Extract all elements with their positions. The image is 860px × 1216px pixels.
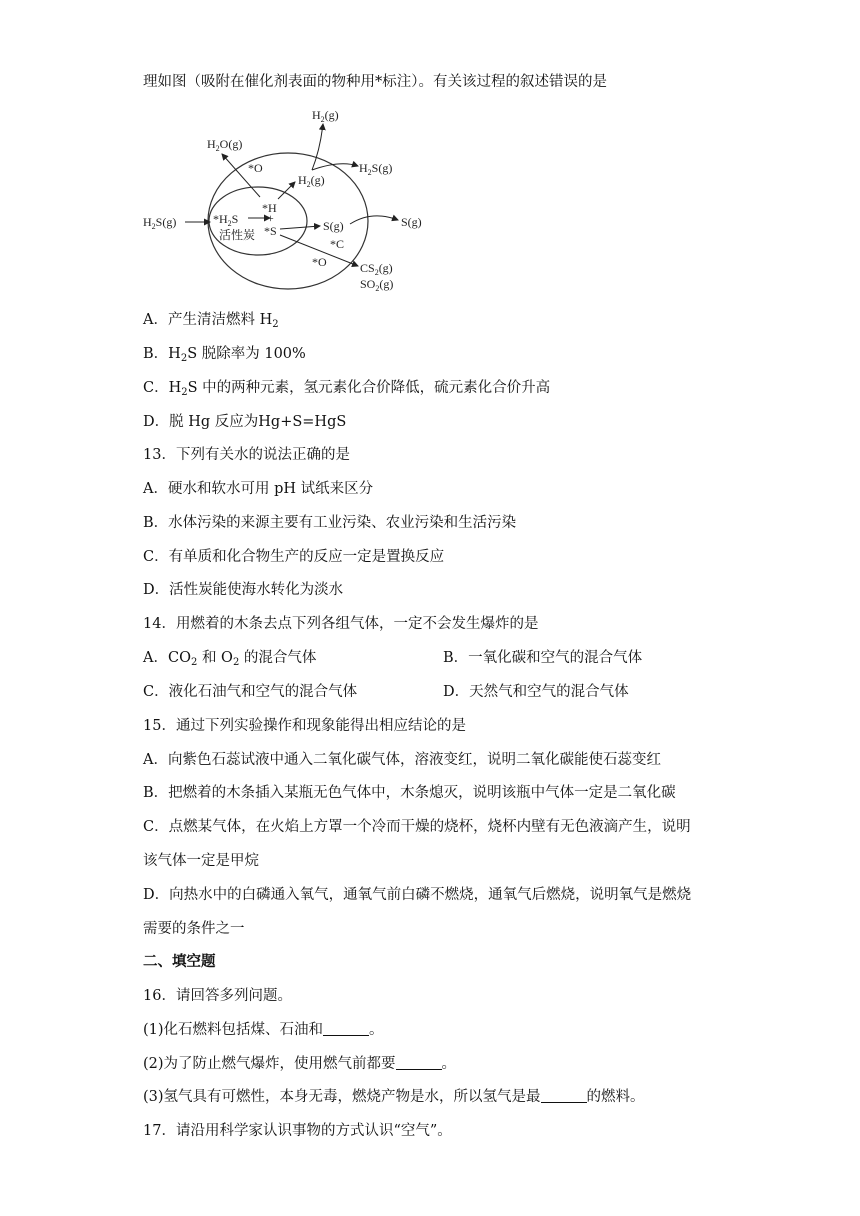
q15-option-c-line1: C．点燃某气体，在火焰上方罩一个冷而干燥的烧杯，烧杯内壁有无色液滴产生，说明: [143, 819, 691, 835]
answer-blank: [323, 1021, 369, 1036]
q15-option-d-line1: D．向热水中的白磷通入氧气，通氧气前白磷不燃烧，通氧气后燃烧，说明氧气是燃烧: [143, 887, 692, 903]
q14-option-b: B．一氧化碳和空气的混合气体: [443, 650, 643, 666]
section-heading: 二、填空题: [143, 953, 216, 970]
q15-option-c-line2: 该气体一定是甲烷: [143, 853, 259, 869]
activated-carbon-label: 活性炭: [219, 228, 256, 242]
h2s-out-label: $H_2S(g)$: [359, 161, 393, 177]
q13-option-a: A．硬水和软水可用 pH 试纸来区分: [143, 481, 374, 497]
so2-label: $SO_2(g)$: [360, 277, 394, 293]
q17-stem: 17．请沿用科学家认识事物的方式认识“空气”。: [143, 1123, 452, 1139]
h2o-label: $H_2O(g)$: [207, 137, 243, 153]
q16-part3: (3)氢气具有可燃性，本身无毒，燃烧产物是水，所以氢气是最 的燃料。: [143, 1089, 645, 1105]
q16-part2: (2)为了防止燃气爆炸，使用燃气前都要 。: [143, 1056, 457, 1072]
s-g-outer-label: S(g): [401, 215, 422, 229]
q14-option-d: D．天然气和空气的混合气体: [443, 684, 629, 700]
q16-part1: (1)化石燃料包括煤、石油和 。: [143, 1022, 384, 1038]
q14-option-a: A．$CO_2$ 和 $O_2$ 的混合气体: [143, 650, 317, 668]
q15-option-d-line2: 需要的条件之一: [143, 921, 245, 937]
h2s-in-label: $H_2S(g)$: [143, 215, 177, 231]
o-star-bottom-label: *O: [312, 255, 327, 269]
q15-stem: 15．通过下列实验操作和现象能得出相应结论的是: [143, 718, 466, 734]
q12-option-c: C．$H_2S$ 中的两种元素，氢元素化合价降低，硫元素化合价升高: [143, 380, 551, 398]
s-g-inner-label: S(g): [323, 219, 344, 233]
q13-option-d: D．活性炭能使海水转化为淡水: [143, 582, 344, 598]
q15-option-a: A．向紫色石蕊试液中通入二氧化碳气体，溶液变红，说明二氧化碳能使石蕊变红: [143, 752, 661, 768]
q14-option-c: C．液化石油气和空气的混合气体: [143, 684, 358, 700]
q13-option-c: C．有单质和化合物生产的反应一定是置换反应: [143, 549, 445, 565]
q12-option-b: B．$H_2S$ 脱除率为 100%: [143, 346, 306, 364]
q14-stem: 14．用燃着的木条去点下列各组气体，一定不会发生爆炸的是: [143, 616, 539, 632]
h-star-label: *H: [262, 201, 277, 215]
reaction-diagram: [140, 102, 440, 294]
q16-stem: 16．请回答多列问题。: [143, 988, 292, 1004]
answer-blank: [541, 1088, 587, 1103]
q12-option-d: D．脱 Hg 反应为Hg+S=HgS: [143, 414, 347, 430]
q13-option-b: B．水体污染的来源主要有工业污染、农业污染和生活污染: [143, 515, 517, 531]
q12-option-a: A．产生清洁燃料 $H_2$: [143, 312, 279, 330]
h2-mid-label: $H_2(g)$: [298, 173, 325, 189]
o-star-top-label: *O: [248, 161, 263, 175]
cs2-label: $CS_2(g)$: [360, 261, 393, 277]
c-star-label: *C: [330, 237, 345, 251]
plus-label: +: [267, 211, 274, 225]
q15-option-b: B．把燃着的木条插入某瓶无色气体中，木条熄灭，说明该瓶中气体一定是二氧化碳: [143, 785, 676, 801]
s-star-label: *S: [264, 224, 277, 238]
intro-line: 理如图（吸附在催化剂表面的物种用*标注）。有关该过程的叙述错误的是: [143, 74, 607, 90]
q13-stem: 13．下列有关水的说法正确的是: [143, 447, 350, 463]
h2-top-label: $H_2(g)$: [312, 108, 339, 124]
h2s-star-label: $*H_2S$: [213, 212, 239, 228]
answer-blank: [396, 1055, 442, 1070]
